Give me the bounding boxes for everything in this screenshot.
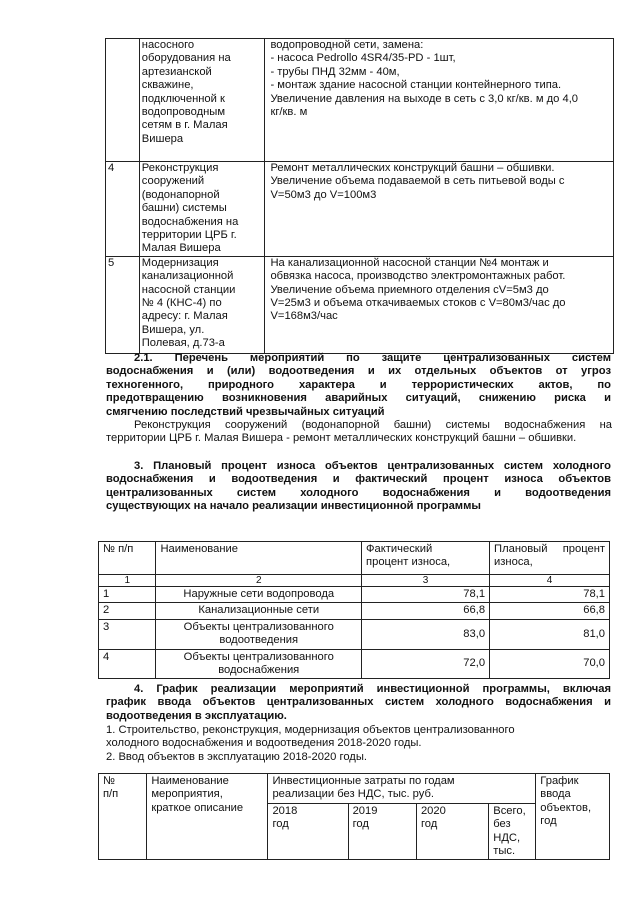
table-header-row bbox=[99, 774, 610, 804]
header-planned: Плановый процент износа, bbox=[490, 542, 610, 575]
heading-line: водоснабжения и водоотведения и фактический процент износа объектов bbox=[106, 473, 611, 486]
heading-line: предотвращению возникновения аварийных ситуаций, снижению риска и bbox=[106, 392, 611, 405]
header-investment: Инвестиционные затраты по годам реализации без НДС, тыс. руб. bbox=[268, 774, 536, 804]
planned-value: 70,0 bbox=[490, 649, 610, 679]
measure-description: водопроводной сети, замена: - насоса Pedrollo 4SR4/35-PD - 1шт, - трубы ПНД 32мм - 40м, - монтаж здание насосной станции контейнерного типа. Увеличение давления на выходе в сеть с 3,0 кг/кв. м до 4,0 кг/кв. м bbox=[265, 39, 614, 162]
list-item: холодного водоснабжения и водоотведения 2018-2020 годы. bbox=[106, 737, 422, 750]
row-number: 3 bbox=[99, 619, 156, 649]
heading-line: техногенного, природного характера и террористических актов, по bbox=[106, 378, 611, 391]
section-3-heading bbox=[106, 460, 611, 514]
header-total: Всего, без НДС, тыс. bbox=[489, 803, 536, 860]
index-cell: 3 bbox=[362, 575, 490, 587]
header-num: № п/п bbox=[99, 542, 156, 575]
measures-table-continued bbox=[105, 38, 614, 354]
list-item: 2. Ввод объектов в эксплуатацию 2018-2020 годы. bbox=[106, 750, 367, 763]
table-header-row bbox=[99, 542, 610, 575]
table-row bbox=[99, 649, 610, 679]
header-year-2020: 2020 год bbox=[416, 803, 488, 860]
section-4-heading bbox=[106, 683, 611, 723]
section-4-items bbox=[106, 724, 612, 764]
heading-line: водоснабжения и (или) водоотведения и их отдельных объектов от угроз bbox=[106, 365, 611, 378]
row-number: 4 bbox=[99, 649, 156, 679]
actual-value: 72,0 bbox=[362, 649, 490, 679]
row-number: 1 bbox=[99, 587, 156, 603]
row-number: 4 bbox=[106, 162, 140, 257]
body-line: территории ЦРБ г. Малая Вишера - ремонт металлических конструкций башни – обшивки. bbox=[106, 432, 577, 445]
measure-name: Реконструкция сооружений (водонапорной башни) системы водоснабжения на территории ЦРБ г. Малая Вишера bbox=[139, 162, 265, 257]
actual-value: 83,0 bbox=[362, 619, 490, 649]
table-row bbox=[106, 39, 614, 162]
header-schedule: График ввода объектов, год bbox=[536, 774, 610, 860]
measure-name: насосного оборудования на артезианской скважине, подключенной к водопроводным сетям в г. Малая Вишера bbox=[139, 39, 265, 162]
row-number bbox=[106, 39, 140, 162]
index-row bbox=[99, 575, 610, 587]
planned-value: 66,8 bbox=[490, 603, 610, 619]
investment-schedule-table bbox=[98, 773, 610, 860]
heading-line: существующих на начало реализации инвестиционной программы bbox=[106, 500, 481, 513]
planned-value: 81,0 bbox=[490, 619, 610, 649]
heading-line: 3. Плановый процент износа объектов централизованных систем холодного bbox=[134, 460, 611, 472]
header-actual: Фактический процент износа, bbox=[362, 542, 490, 575]
heading-line: 4. График реализации мероприятий инвестиционной программы, включая bbox=[134, 683, 611, 695]
section-2-1-body bbox=[106, 419, 612, 446]
actual-value: 66,8 bbox=[362, 603, 490, 619]
heading-line: смягчению последствий чрезвычайных ситуаций bbox=[106, 405, 385, 418]
row-number: 5 bbox=[106, 256, 140, 353]
heading-line: централизованных систем холодного водоснабжения и водоотведения bbox=[106, 486, 611, 499]
header-year-2018: 2018 год bbox=[268, 803, 348, 860]
heading-line: 2.1. Перечень мероприятий по защите централизованных систем bbox=[134, 352, 611, 364]
measure-description: Ремонт металлических конструкций башни – обшивки. Увеличение объема подаваемой в сеть питьевой воды с V=50м3 до V=100м3 bbox=[265, 162, 614, 257]
object-name: Объекты централизованного водоотведения bbox=[156, 619, 362, 649]
table-row bbox=[106, 256, 614, 353]
table-row bbox=[99, 587, 610, 603]
wear-percentage-table bbox=[98, 541, 610, 679]
table-row bbox=[106, 162, 614, 257]
index-cell: 4 bbox=[490, 575, 610, 587]
index-cell: 2 bbox=[156, 575, 362, 587]
heading-line: водоотведения в эксплуатацию. bbox=[106, 709, 287, 722]
heading-line: график ввода объектов централизованных систем холодного водоснабжения и bbox=[106, 696, 611, 709]
planned-value: 78,1 bbox=[490, 587, 610, 603]
section-2-1-heading bbox=[106, 352, 611, 419]
measure-name: Модернизация канализационной насосной станции № 4 (КНС-4) по адресу: г. Малая Вишера, ул. Полевая, д.73-а bbox=[139, 256, 265, 353]
list-item: 1. Строительство, реконструкция, модернизация объектов централизованного bbox=[106, 724, 515, 736]
object-name: Наружные сети водопровода bbox=[156, 587, 362, 603]
table-row bbox=[99, 619, 610, 649]
row-number: 2 bbox=[99, 603, 156, 619]
header-num: № п/п bbox=[99, 774, 147, 860]
measure-description: На канализационной насосной станции №4 монтаж и обвязка насоса, производство электромонтажных работ. Увеличение объема приемного отделения cV=5м3 до V=25м3 и объема откачиваемых стоков с V=80м3/час до V=168м3/час bbox=[265, 256, 614, 353]
actual-value: 78,1 bbox=[362, 587, 490, 603]
header-measure-name: Наименование мероприятия, краткое описание bbox=[147, 774, 268, 860]
header-name: Наименование bbox=[156, 542, 362, 575]
body-line: Реконструкция сооружений (водонапорной башни) системы водоснабжения на bbox=[134, 419, 612, 431]
object-name: Канализационные сети bbox=[156, 603, 362, 619]
index-cell: 1 bbox=[99, 575, 156, 587]
object-name: Объекты централизованного водоснабжения bbox=[156, 649, 362, 679]
header-year-2019: 2019 год bbox=[348, 803, 416, 860]
table-row bbox=[99, 603, 610, 619]
